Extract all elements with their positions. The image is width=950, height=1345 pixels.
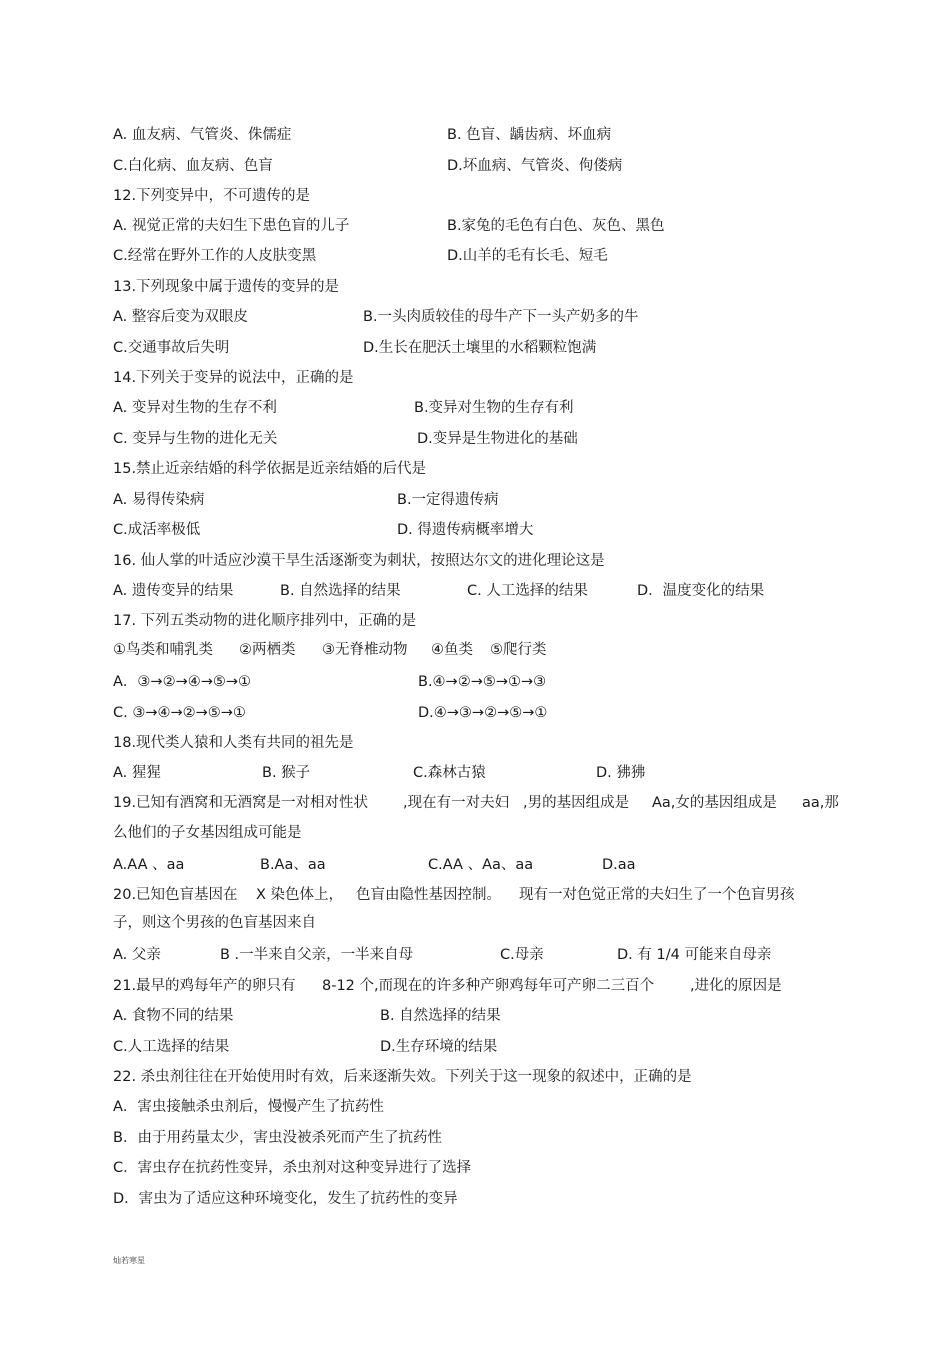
text-line: B .一半来自父亲，一半来自母 <box>220 947 414 963</box>
text-line: B．由于用药量太少，害虫没被杀死而产生了抗药性 <box>113 1130 442 1146</box>
text-line: D.生存环境的结果 <box>380 1039 498 1055</box>
text-line: 13.下列现象中属于遗传的变异的是 <box>113 279 340 295</box>
text-line: 14.下列关于变异的说法中，正确的是 <box>113 370 354 386</box>
text-line: ③无脊椎动物 <box>322 642 408 658</box>
text-line: B. 自然选择的结果 <box>280 583 401 599</box>
text-line: A. 变异对生物的生存不利 <box>113 400 277 416</box>
text-line: A. 猩猩 <box>113 765 161 781</box>
text-line: D.生长在肥沃土壤里的水稻颗粒饱满 <box>363 340 597 356</box>
text-line: A. 整容后变为双眼皮 <box>113 309 248 325</box>
text-line: ⑤爬行类 <box>490 642 547 658</box>
text-line: C. 人工选择的结果 <box>467 583 588 599</box>
text-line: D.山羊的毛有长毛、短毛 <box>447 248 608 264</box>
text-line: C.白化病、血友病、色盲 <box>113 158 273 174</box>
text-line: B.④→②→⑤→①→③ <box>418 674 547 690</box>
text-line: A．害虫接触杀虫剂后，慢慢产生了抗药性 <box>113 1099 384 1115</box>
text-line: 12.下列变异中，不可遗传的是 <box>113 188 311 204</box>
text-line: D.④→③→②→⑤→① <box>418 705 548 721</box>
text-line: C.人工选择的结果 <box>113 1039 230 1055</box>
text-line: D．害虫为了适应这种环境变化，发生了抗药性的变异 <box>113 1191 458 1207</box>
text-line: A. 血友病、气管炎、侏儒症 <box>113 127 292 143</box>
text-line: A. 易得传染病 <box>113 492 205 508</box>
text-line: D.aa <box>602 857 636 873</box>
text-line: C.森林古猿 <box>413 765 486 781</box>
text-line: B. 色盲、龋齿病、坏血病 <box>447 127 612 143</box>
text-line: D. 狒狒 <box>596 765 646 781</box>
text-line: 20.已知色盲基因在 <box>113 887 238 903</box>
text-line: A. 视觉正常的夫妇生下患色盲的儿子 <box>113 218 350 234</box>
text-line: B. 自然选择的结果 <box>380 1008 501 1024</box>
text-line: D. 有 1/4 可能来自母亲 <box>617 947 772 963</box>
text-line: B.一定得遗传病 <box>397 492 499 508</box>
text-line: 色盲由隐性基因控制。 <box>356 887 501 903</box>
text-line: A. 父亲 <box>113 947 161 963</box>
text-line: B.变异对生物的生存有利 <box>414 400 574 416</box>
text-line: 么他们的子女基因组成可能是 <box>113 825 302 841</box>
text-line: B.一头肉质较佳的母牛产下一头产奶多的牛 <box>363 309 639 325</box>
text-line: ②两栖类 <box>239 642 296 658</box>
text-line: ,现在有一对夫妇 <box>403 795 510 811</box>
text-line: D. 得遗传病概率增大 <box>397 522 534 538</box>
text-line: Aa,女的基因组成是 <box>652 795 777 811</box>
text-line: ,进化的原因是 <box>690 978 782 994</box>
text-line: C. ③→④→②→⑤→① <box>113 705 246 721</box>
text-line: C.母亲 <box>500 947 544 963</box>
text-line: ①鸟类和哺乳类 <box>113 642 213 658</box>
text-line: 现有一对色觉正常的夫妇生了一个色盲男孩 <box>519 887 795 903</box>
text-line: X 染色体上， <box>256 887 344 903</box>
text-line: ,男的基因组成是 <box>523 795 630 811</box>
text-line: 子，则这个男孩的色盲基因来自 <box>113 915 316 931</box>
text-line: B.家兔的毛色有白色、灰色、黑色 <box>447 218 665 234</box>
text-line: 16. 仙人掌的叶适应沙漠干旱生活逐渐变为刺状，按照达尔文的进化理论这是 <box>113 553 605 569</box>
text-line: 8-12 个,而现在的许多种产卵鸡每年可产卵二三百个 <box>322 978 655 994</box>
text-line: C.经常在野外工作的人皮肤变黑 <box>113 248 317 264</box>
text-line: A．③→②→④→⑤→① <box>113 674 252 690</box>
text-line: 15.禁止近亲结婚的科学依据是近亲结婚的后代是 <box>113 461 427 477</box>
text-line: C. 变异与生物的进化无关 <box>113 431 278 447</box>
page-footer: 灿若寒星 <box>113 1256 145 1265</box>
text-line: D.坏血病、气管炎、佝偻病 <box>447 158 623 174</box>
text-line: C．害虫存在抗药性变异，杀虫剂对这种变异进行了选择 <box>113 1160 472 1176</box>
text-line: A.AA 、aa <box>113 857 185 873</box>
text-line: 21.最早的鸡每年产的卵只有 <box>113 978 296 994</box>
text-line: ④鱼类 <box>431 642 473 658</box>
text-line: A. 食物不同的结果 <box>113 1008 234 1024</box>
text-line: 19.已知有酒窝和无酒窝是一对相对性状 <box>113 795 369 811</box>
text-line: aa,那 <box>802 795 839 811</box>
text-line: C.交通事故后失明 <box>113 340 230 356</box>
text-line: A. 遗传变异的结果 <box>113 583 234 599</box>
text-line: 22. 杀虫剂往往在开始使用时有效，后来逐渐失效。下列关于这一现象的叙述中，正确的是 <box>113 1069 692 1085</box>
text-line: D.变异是生物进化的基础 <box>417 431 578 447</box>
text-line: B.Aa、aa <box>260 857 326 873</box>
text-line: C.成活率极低 <box>113 522 201 538</box>
text-line: B. 猴子 <box>262 765 311 781</box>
text-line: 17. 下列五类动物的进化顺序排列中，正确的是 <box>113 613 417 629</box>
text-line: C.AA 、Aa、aa <box>428 857 534 873</box>
text-line: D．温度变化的结果 <box>637 583 765 599</box>
text-line: 18.现代类人猿和人类有共同的祖先是 <box>113 735 354 751</box>
